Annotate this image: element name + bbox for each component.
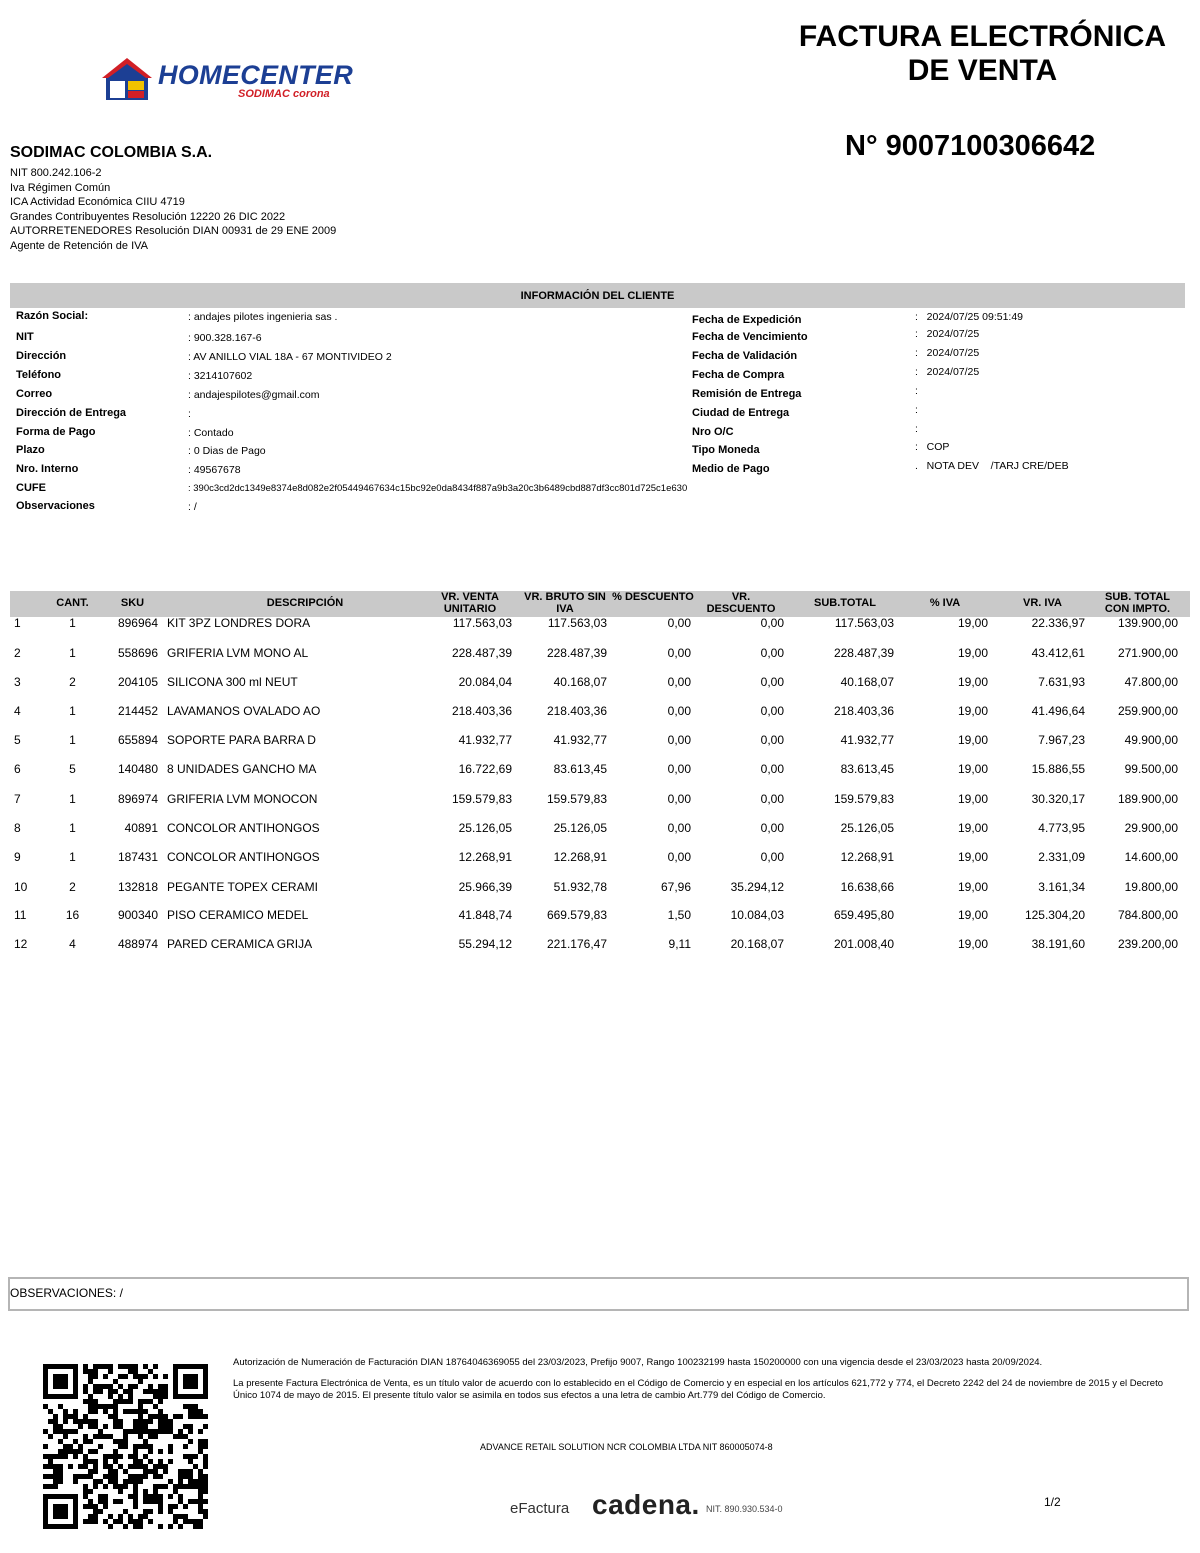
technology-provider: ADVANCE RETAIL SOLUTION NCR COLOMBIA LTDA NIT 860005074-8 bbox=[480, 1442, 773, 1452]
company-name: SODIMAC COLOMBIA S.A. bbox=[10, 144, 213, 161]
table-cell: 30.320,17 bbox=[1031, 792, 1085, 806]
table-cell: 0,00 bbox=[760, 792, 784, 806]
table-cell: 25.966,39 bbox=[458, 880, 512, 894]
table-cell: CONCOLOR ANTIHONGOS bbox=[167, 850, 320, 864]
client-field-label: Tipo Moneda bbox=[692, 444, 760, 456]
client-field-label: Fecha de Compra bbox=[692, 369, 785, 381]
table-cell: 16.722,69 bbox=[458, 762, 512, 776]
client-field-label: NIT bbox=[16, 331, 34, 343]
table-cell: 0,00 bbox=[667, 616, 691, 630]
table-cell: 99.500,00 bbox=[1124, 762, 1178, 776]
table-cell: 4 bbox=[69, 937, 76, 951]
table-header-cell: % IVA bbox=[929, 597, 961, 609]
table-cell: 159.579,83 bbox=[833, 792, 894, 806]
table-cell: 159.579,83 bbox=[546, 792, 607, 806]
table-cell: 25.126,05 bbox=[840, 821, 894, 835]
legal-notice: La presente Factura Electrónica de Venta, es un título valor de acuerdo con lo establecido en el Código de Comercio y en especial en los artículos 621,772 y 774, el Decreto 2242 del 24 de noviembre de 2015 y el Decreto Único 1074 de mayo de 2015. El presente título valor se asimila en todos sus efectos a una letra de cambio Art.779 del Código de Comercio. bbox=[233, 1378, 1163, 1401]
company-detail-line: Iva Régimen Común bbox=[10, 181, 111, 194]
table-cell: 14.600,00 bbox=[1124, 850, 1178, 864]
table-cell: 1 bbox=[69, 733, 76, 747]
table-cell: 2 bbox=[14, 646, 21, 660]
table-cell: 214452 bbox=[117, 704, 158, 718]
table-cell: 218.403,36 bbox=[451, 704, 512, 718]
table-cell: 2 bbox=[69, 675, 76, 689]
table-cell: 43.412,61 bbox=[1031, 646, 1085, 660]
table-cell: 6 bbox=[14, 762, 21, 776]
table-cell: 0,00 bbox=[760, 616, 784, 630]
table-cell: 204105 bbox=[117, 675, 158, 689]
table-cell: PARED CERAMICA GRIJA bbox=[167, 937, 313, 951]
client-field-value: : 49567678 bbox=[188, 464, 241, 476]
table-header-cell: SKU bbox=[120, 597, 145, 609]
table-cell: 1 bbox=[14, 616, 21, 630]
table-cell: 0,00 bbox=[760, 733, 784, 747]
table-cell: 7.631,93 bbox=[1038, 675, 1085, 689]
client-field-label: Razón Social: bbox=[16, 310, 89, 322]
table-cell: 0,00 bbox=[667, 704, 691, 718]
qr-code bbox=[43, 1364, 208, 1529]
table-cell: 19,00 bbox=[957, 792, 988, 806]
client-field-label: Nro O/C bbox=[692, 426, 734, 438]
client-field-value: : 900.328.167-6 bbox=[188, 332, 262, 344]
table-cell: 1 bbox=[69, 616, 76, 630]
table-cell: 5 bbox=[69, 762, 76, 776]
table-cell: 51.932,78 bbox=[553, 880, 607, 894]
table-cell: 10.084,03 bbox=[730, 908, 784, 922]
table-cell: 11 bbox=[14, 908, 27, 922]
table-cell: 10 bbox=[14, 880, 28, 894]
table-cell: 1 bbox=[69, 821, 76, 835]
table-cell: 16.638,66 bbox=[840, 880, 894, 894]
table-cell: 12.268,91 bbox=[553, 850, 607, 864]
table-cell: 125.304,20 bbox=[1024, 908, 1085, 922]
document-title-line1: FACTURA ELECTRÓNICA bbox=[798, 20, 1167, 53]
client-field-value: : bbox=[188, 408, 191, 420]
table-cell: 19,00 bbox=[957, 646, 988, 660]
table-cell: 1,50 bbox=[667, 908, 691, 922]
table-cell: 20.168,07 bbox=[730, 937, 784, 951]
table-cell: 2.331,09 bbox=[1038, 850, 1085, 864]
table-cell: 0,00 bbox=[760, 821, 784, 835]
client-field-label: Plazo bbox=[16, 444, 45, 456]
table-cell: 7.967,23 bbox=[1038, 733, 1085, 747]
table-header-cell: VR. DESCUENTO bbox=[706, 591, 776, 615]
table-cell: 55.294,12 bbox=[458, 937, 512, 951]
page-indicator: 1/2 bbox=[1044, 1495, 1061, 1509]
table-cell: 40.168,07 bbox=[840, 675, 894, 689]
client-field-value: : 2024/07/25 bbox=[915, 328, 980, 340]
table-cell: 0,00 bbox=[667, 850, 691, 864]
table-cell: 15.886,55 bbox=[1031, 762, 1085, 776]
table-cell: 159.579,83 bbox=[451, 792, 512, 806]
table-cell: GRIFERIA LVM MONO AL bbox=[167, 646, 309, 660]
table-header-cell: SUB.TOTAL bbox=[814, 597, 876, 609]
table-cell: 9,11 bbox=[668, 937, 691, 951]
table-cell: 40.168,07 bbox=[553, 675, 607, 689]
table-cell: 5 bbox=[14, 733, 21, 747]
client-field-value: : 0 Dias de Pago bbox=[188, 445, 266, 457]
table-cell: 189.900,00 bbox=[1117, 792, 1178, 806]
table-cell: 83.613,45 bbox=[553, 762, 607, 776]
table-cell: LAVAMANOS OVALADO AO bbox=[167, 704, 321, 718]
client-field-value: : / bbox=[188, 501, 197, 513]
table-cell: 0,00 bbox=[667, 762, 691, 776]
table-cell: 41.848,74 bbox=[458, 908, 512, 922]
table-cell: 0,00 bbox=[760, 675, 784, 689]
table-cell: 0,00 bbox=[760, 762, 784, 776]
table-header-cell: CANT. bbox=[56, 597, 89, 609]
table-cell: 221.176,47 bbox=[546, 937, 607, 951]
invoice-number: N° 9007100306642 bbox=[845, 130, 1096, 162]
client-field-value: : 3214107602 bbox=[188, 370, 253, 382]
client-field-label: Fecha de Validación bbox=[692, 350, 798, 362]
table-cell: 41.932,77 bbox=[840, 733, 894, 747]
table-cell: SILICONA 300 ml NEUT bbox=[167, 675, 298, 689]
company-detail-line: Grandes Contribuyentes Resolución 12220 26 DIC 2022 bbox=[10, 210, 286, 223]
company-detail-line: Agente de Retención de IVA bbox=[10, 239, 149, 252]
table-cell: 8 UNIDADES GANCHO MA bbox=[167, 762, 317, 776]
table-cell: 22.336,97 bbox=[1031, 616, 1085, 630]
client-field-label: Remisión de Entrega bbox=[692, 388, 802, 400]
table-cell: 0,00 bbox=[667, 675, 691, 689]
logo-subtext: SODIMAC corona bbox=[238, 88, 330, 100]
table-cell: 259.900,00 bbox=[1117, 704, 1178, 718]
client-field-value: : bbox=[915, 385, 918, 397]
table-cell: 19,00 bbox=[957, 850, 988, 864]
table-cell: 12.268,91 bbox=[458, 850, 512, 864]
table-cell: 19,00 bbox=[957, 762, 988, 776]
table-cell: 140480 bbox=[117, 762, 158, 776]
table-cell: 655894 bbox=[117, 733, 158, 747]
table-cell: 29.900,00 bbox=[1124, 821, 1178, 835]
table-cell: 117.563,03 bbox=[452, 616, 512, 630]
client-field-value: . NOTA DEV /TARJ CRE/DEB bbox=[915, 460, 1069, 472]
client-field-label: Forma de Pago bbox=[16, 426, 96, 438]
table-cell: 19,00 bbox=[957, 733, 988, 747]
table-cell: 117.563,03 bbox=[834, 616, 894, 630]
table-cell: 19.800,00 bbox=[1124, 880, 1178, 894]
client-field-value: : 2024/07/25 bbox=[915, 347, 980, 359]
client-field-value: : COP bbox=[915, 441, 950, 453]
table-cell: 40891 bbox=[124, 821, 158, 835]
efactura-logo: eFactura bbox=[510, 1500, 570, 1517]
table-cell: 3 bbox=[14, 675, 21, 689]
client-field-value: : bbox=[915, 423, 918, 435]
client-field-label: Dirección bbox=[16, 350, 67, 362]
table-cell: 19,00 bbox=[957, 616, 988, 630]
table-cell: 271.900,00 bbox=[1117, 646, 1178, 660]
table-cell: 558696 bbox=[117, 646, 158, 660]
client-field-value: : bbox=[915, 404, 918, 416]
table-cell: 19,00 bbox=[957, 704, 988, 718]
table-cell: 896964 bbox=[117, 616, 158, 630]
table-cell: 9 bbox=[14, 850, 21, 864]
company-detail-line: AUTORRETENEDORES Resolución DIAN 00931 de 29 ENE 2009 bbox=[10, 225, 337, 237]
table-header-cell: % DESCUENTO bbox=[612, 591, 694, 603]
items-table-header bbox=[10, 591, 1190, 617]
table-cell: 20.084,04 bbox=[458, 675, 512, 689]
table-cell: 0,00 bbox=[760, 646, 784, 660]
table-cell: 201.008,40 bbox=[833, 937, 894, 951]
table-cell: 41.496,64 bbox=[1031, 704, 1085, 718]
client-field-label: Fecha de Expedición bbox=[692, 314, 802, 326]
cadena-nit: NIT. 890.930.534-0 bbox=[706, 1504, 783, 1514]
table-cell: 228.487,39 bbox=[833, 646, 894, 660]
client-field-value: : 2024/07/25 09:51:49 bbox=[915, 311, 1024, 323]
client-field-label: Ciudad de Entrega bbox=[692, 407, 790, 419]
table-cell: 239.200,00 bbox=[1117, 937, 1178, 951]
table-cell: 19,00 bbox=[957, 675, 988, 689]
table-cell: 784.800,00 bbox=[1117, 908, 1178, 922]
table-cell: 12 bbox=[14, 937, 28, 951]
table-cell: 659.495,80 bbox=[833, 908, 894, 922]
table-cell: 218.403,36 bbox=[546, 704, 607, 718]
company-details bbox=[10, 166, 336, 253]
table-cell: 12.268,91 bbox=[840, 850, 894, 864]
table-cell: 41.932,77 bbox=[458, 733, 512, 747]
table-cell: 0,00 bbox=[667, 792, 691, 806]
table-cell: 1 bbox=[69, 646, 76, 660]
table-header-cell: DESCRIPCIÓN bbox=[266, 597, 344, 609]
table-cell: 0,00 bbox=[667, 733, 691, 747]
table-cell: CONCOLOR ANTIHONGOS bbox=[167, 821, 320, 835]
client-field-label: Observaciones bbox=[16, 500, 95, 512]
client-field-label: Nro. Interno bbox=[16, 463, 79, 475]
client-field-label: Fecha de Vencimiento bbox=[692, 331, 808, 343]
table-cell: 117.563,03 bbox=[547, 616, 607, 630]
table-cell: 35.294,12 bbox=[730, 880, 784, 894]
logo-text: HOMECENTER bbox=[158, 60, 354, 90]
table-cell: 1 bbox=[69, 792, 76, 806]
client-field-value: : 390c3cd2dc1349e8374e8d082e2f05449467634c15bc92e0da8434f887a9b3a20c3b6489cbd887df3cc801d725c1e630 bbox=[188, 483, 688, 494]
table-cell: 4.773,95 bbox=[1038, 821, 1085, 835]
table-cell: 67,96 bbox=[660, 880, 691, 894]
table-cell: 19,00 bbox=[957, 937, 988, 951]
table-cell: 49.900,00 bbox=[1124, 733, 1178, 747]
client-field-label: Dirección de Entrega bbox=[16, 407, 127, 419]
client-field-value: : andajes pilotes ingenieria sas . bbox=[188, 311, 338, 323]
table-cell: 7 bbox=[14, 792, 21, 806]
company-detail-line: ICA Actividad Económica CIIU 4719 bbox=[10, 196, 185, 208]
client-field-value: : 2024/07/25 bbox=[915, 366, 980, 378]
table-cell: 139.900,00 bbox=[1117, 616, 1178, 630]
table-cell: 47.800,00 bbox=[1124, 675, 1178, 689]
table-cell: KIT 3PZ LONDRES DORA bbox=[167, 616, 311, 630]
table-cell: 8 bbox=[14, 821, 21, 835]
table-cell: 83.613,45 bbox=[840, 762, 894, 776]
table-header-cell: VR. IVA bbox=[1023, 597, 1062, 609]
company-detail-line: NIT 800.242.106-2 bbox=[10, 167, 102, 179]
client-field-label: Teléfono bbox=[16, 369, 62, 381]
table-cell: 0,00 bbox=[667, 821, 691, 835]
table-cell: 228.487,39 bbox=[451, 646, 512, 660]
table-header-cell: VR. VENTA UNITARIO bbox=[441, 591, 499, 615]
cadena-logo: cadena. bbox=[592, 1489, 700, 1520]
table-cell: 218.403,36 bbox=[833, 704, 894, 718]
client-field-label: Correo bbox=[16, 388, 53, 400]
client-field-value: : andajespilotes@gmail.com bbox=[188, 389, 320, 401]
table-cell: 669.579,83 bbox=[546, 908, 607, 922]
table-cell: 900340 bbox=[117, 908, 158, 922]
table-header-cell: VR. BRUTO SIN IVA bbox=[524, 591, 606, 615]
table-cell: 19,00 bbox=[957, 908, 988, 922]
table-cell: PEGANTE TOPEX CERAMI bbox=[167, 880, 318, 894]
table-cell: 132818 bbox=[117, 880, 158, 894]
client-field-label: CUFE bbox=[16, 482, 46, 494]
table-cell: PISO CERAMICO MEDEL bbox=[167, 908, 309, 922]
table-cell: GRIFERIA LVM MONOCON bbox=[167, 792, 318, 806]
table-cell: 228.487,39 bbox=[546, 646, 607, 660]
table-cell: 4 bbox=[14, 704, 21, 718]
observations-text: OBSERVACIONES: / bbox=[10, 1286, 123, 1300]
document-title-line2: DE VENTA bbox=[907, 54, 1058, 87]
table-header-cell: SUB. TOTAL CON IMPTO. bbox=[1104, 591, 1171, 615]
table-cell: SOPORTE PARA BARRA D bbox=[167, 733, 316, 747]
table-cell: 19,00 bbox=[957, 821, 988, 835]
client-field-label: Medio de Pago bbox=[692, 463, 770, 475]
numbering-authorization: Autorización de Numeración de Facturación DIAN 18764046369055 del 23/03/2023, Prefijo 9007, Rango 100232199 hasta 150200000 con una vigencia desde el 23/03/2023 hasta 20/09/2024. bbox=[233, 1357, 1043, 1368]
table-cell: 19,00 bbox=[957, 880, 988, 894]
client-field-value: : AV ANILLO VIAL 18A - 67 MONTIVIDEO 2 bbox=[188, 351, 392, 363]
table-cell: 25.126,05 bbox=[458, 821, 512, 835]
table-cell: 41.932,77 bbox=[553, 733, 607, 747]
table-cell: 1 bbox=[69, 704, 76, 718]
client-info-header: INFORMACIÓN DEL CLIENTE bbox=[10, 283, 1185, 308]
document-title bbox=[770, 20, 1195, 88]
table-cell: 896974 bbox=[117, 792, 158, 806]
table-cell: 187431 bbox=[117, 850, 158, 864]
table-cell: 1 bbox=[69, 850, 76, 864]
table-cell: 488974 bbox=[117, 937, 158, 951]
table-cell: 0,00 bbox=[760, 850, 784, 864]
table-cell: 2 bbox=[69, 880, 76, 894]
table-cell: 3.161,34 bbox=[1038, 880, 1085, 894]
client-field-value: : Contado bbox=[188, 427, 234, 439]
table-cell: 0,00 bbox=[667, 646, 691, 660]
table-cell: 0,00 bbox=[760, 704, 784, 718]
table-cell: 25.126,05 bbox=[553, 821, 607, 835]
table-cell: 38.191,60 bbox=[1031, 937, 1085, 951]
table-cell: 16 bbox=[65, 908, 80, 922]
observations-box bbox=[8, 1277, 1189, 1311]
